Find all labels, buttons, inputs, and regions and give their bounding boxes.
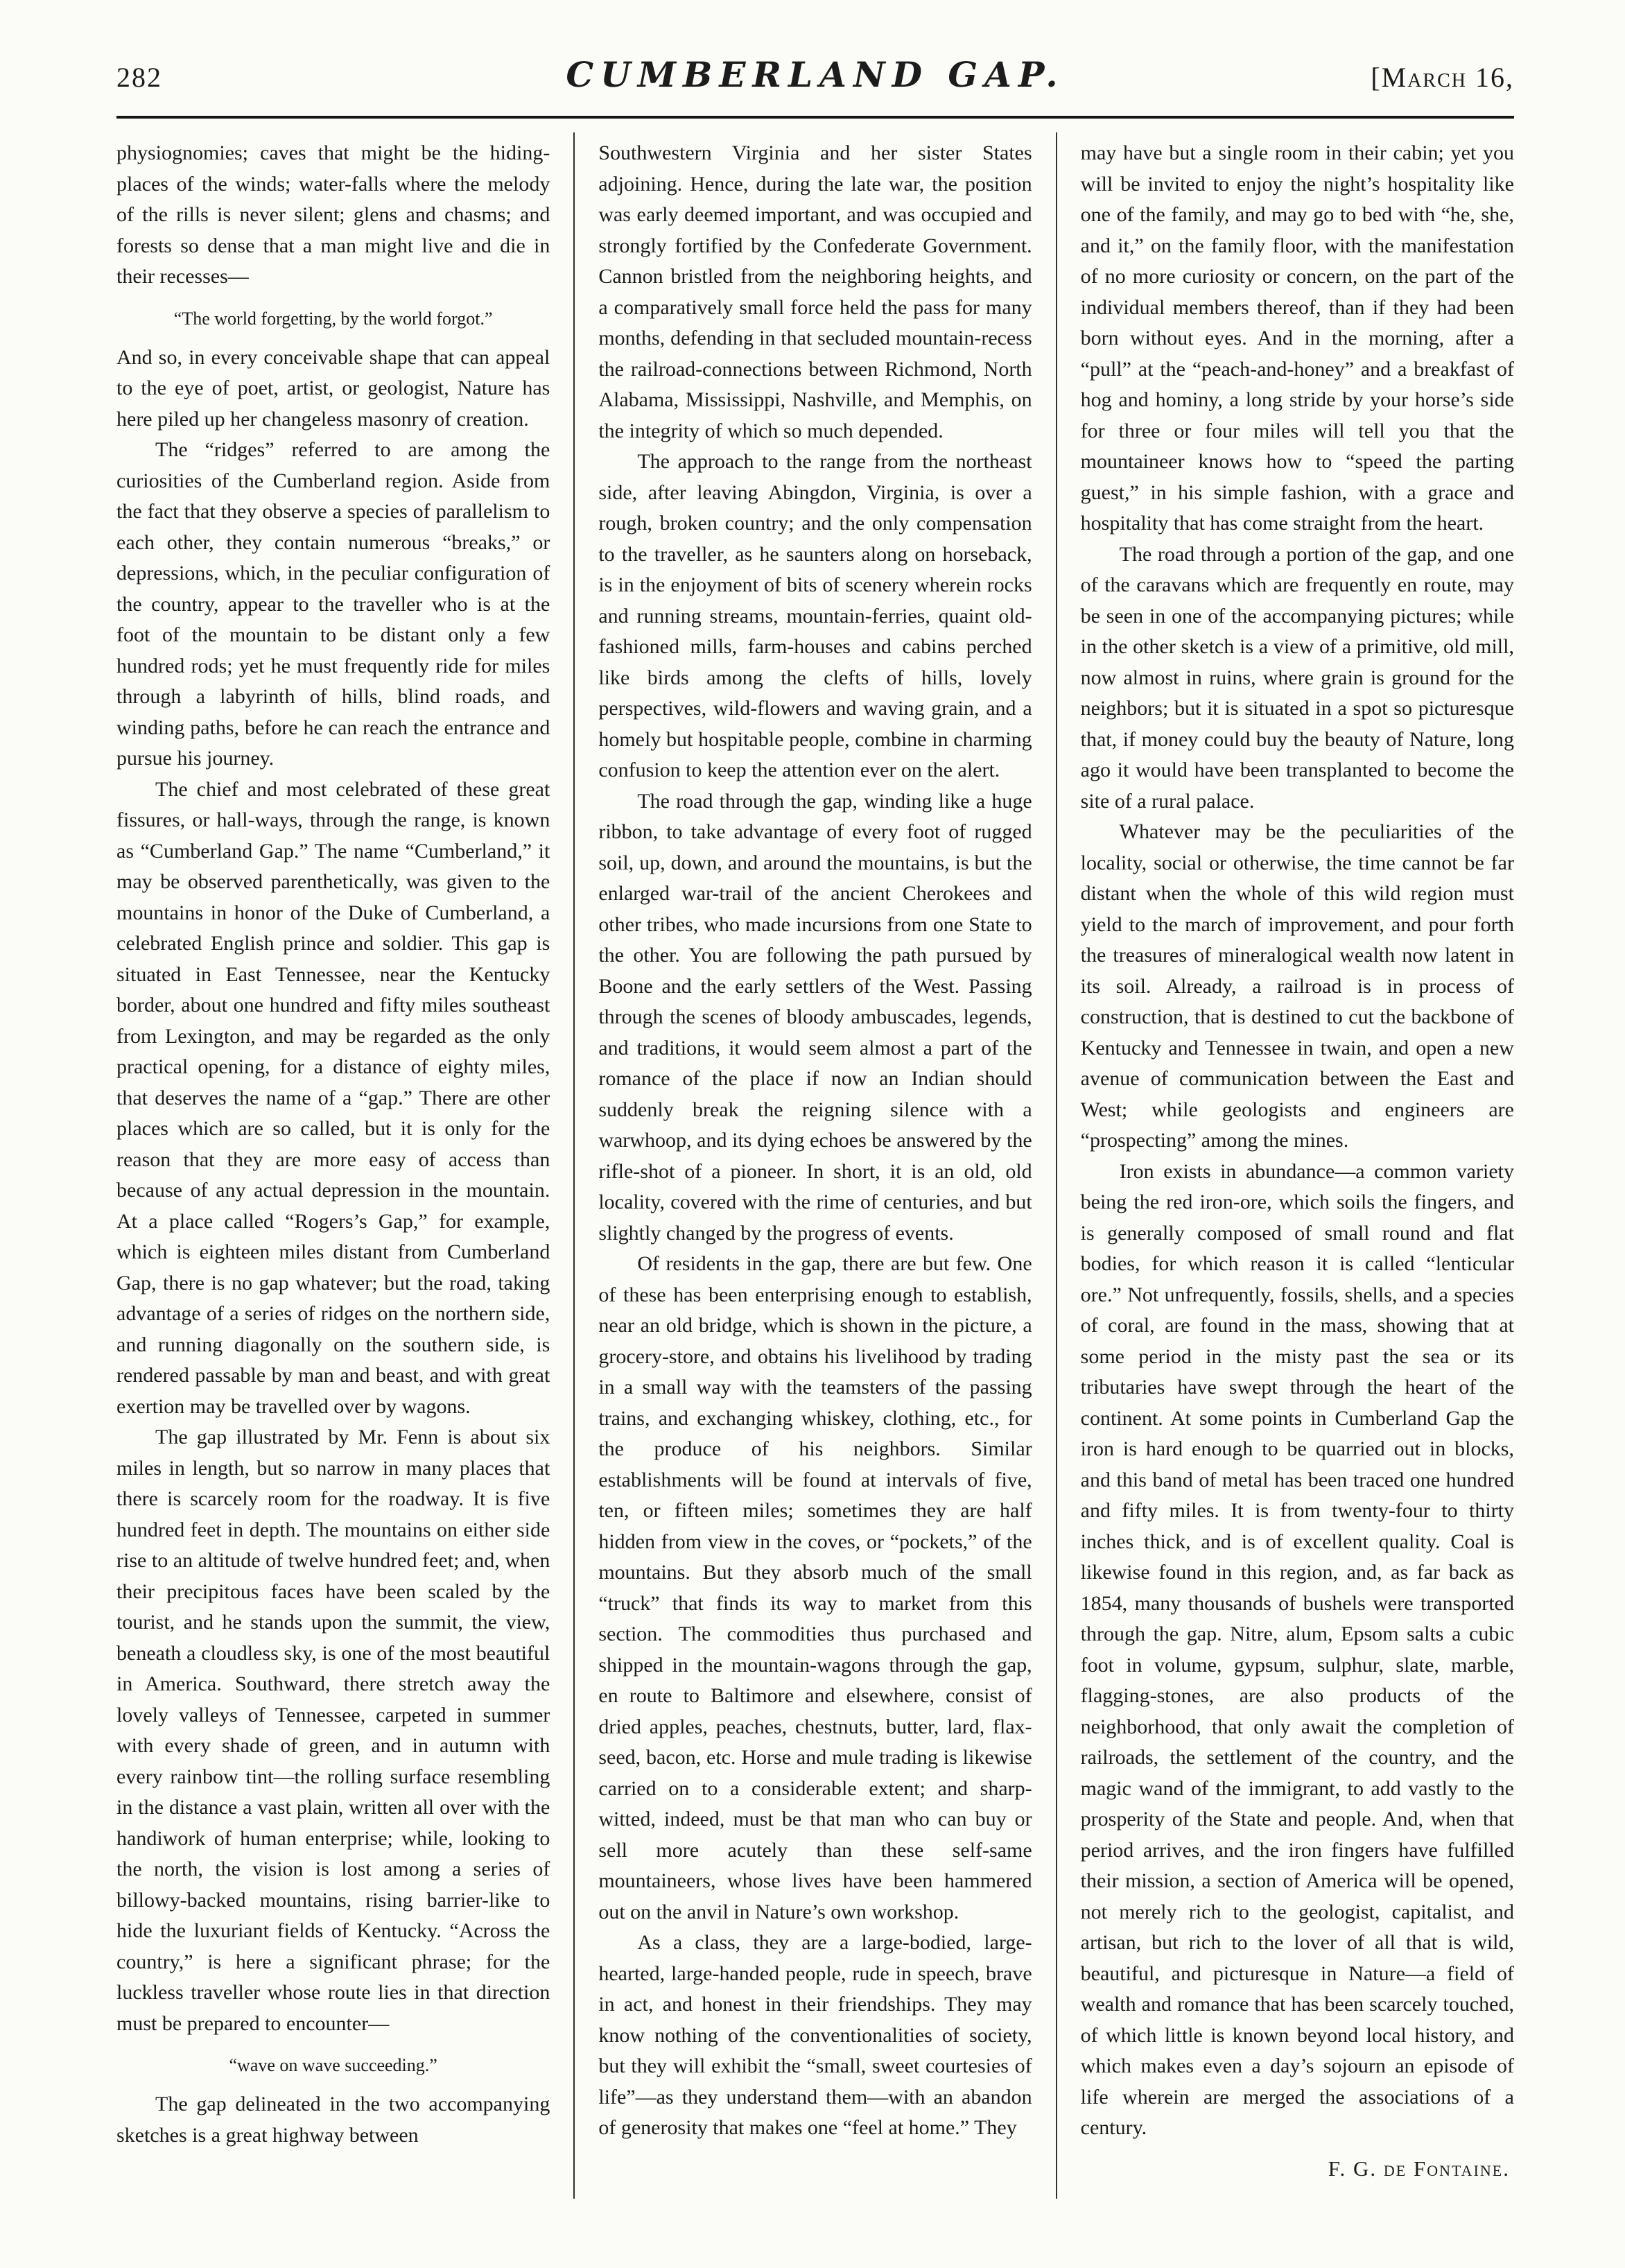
paragraph: The chief and most celebrated of these great fissures, or hall-ways, through the range, is known as “Cumberland Gap.” The name “Cumberland,” it may be observed parenthetically, was given to the mountains in honor of the Duke of Cumberland, a celebrated English prince and soldier. This gap is situated in East Tennessee, near the Kentucky border, about one hundred and fifty miles southeast from Lexington, and may be regarded as the only practical opening, for a distance of eighty miles, that deserves the name of a “gap.” There are other places which are so called, but it is only for the reason that they are more easy of access than because of any actual depression in the mountain. At a place called “Rogers’s Gap,” for example, which is eighteen miles distant from Cumberland Gap, there is no gap whatever; but the road, taking advantage of a series of ridges on the northern side, and running diagonally on the southern side, is rendered passable by man and beast, and with great exertion may be travelled over by wagons. — [116, 777, 550, 1418]
author-signature: F. G. de Fontaine. — [1328, 2156, 1510, 2181]
paragraph: The gap illustrated by Mr. Fenn is about six miles in length, but so narrow in many places that there is scarcely room for the roadway. It is five hundred feet in depth. The mountains on either side rise to an altitude of twelve hundred feet; and, when their precipitous faces have been scaled by the tourist, and he stands upon the summit, the view, beneath a cloudless sky, is one of the most beautiful in America. Southward, there stretch away the lovely valleys of Tennessee, carpeted in summer with every shade of green, and in autumn with every rainbow tint—the rolling surface resembling in the distance a vast plain, written all over with the handiwork of human enterprise; while, looking to the north, the vision is lost among a series of billowy-backed mountains, rising barrier-like to hide the luxuriant fields of Kentucky. “Across the country,” is here a significant phrase; for the luckless traveller whose route lies in that direction must be prepared to encounter— — [116, 1426, 550, 2035]
page-number: 282 — [116, 62, 162, 93]
header-rule — [116, 116, 1514, 119]
paragraph: The “ridges” referred to are among the curiosities of the Cumberland region. Aside from the fact that they observe a species of parallelism to each other, they contain numerous “breaks,” or depressions, which, in the peculiar configuration of the country, appear to the traveller who is at the foot of the mountain to be distant only a few hundred rods; yet he must frequently ride for miles through a labyrinth of hills, blind roads, and winding paths, before he can reach the entrance and pursue his journey. — [116, 438, 550, 770]
column-2 — [573, 132, 1055, 2199]
page-header — [116, 54, 1514, 95]
paragraph: Of residents in the gap, there are but few. One of these has been enterprising enough to establish, near an old bridge, which is shown in the picture, a grocery-store, and obtains his livelihood by trading in a small way with the teamsters of the passing trains, and exchanging whiskey, clothing, etc., for the produce of his neighbors. Similar establishments will be found at intervals of five, ten, or fifteen miles; sometimes they are half hidden from view in the coves, or “pockets,” of the mountains. But they absorb much of the small “truck” that finds its way to market from this section. The commodities thus purchased and shipped in the mountain-wagons through the gap, en route to Baltimore and elsewhere, consist of dried apples, peaches, chestnuts, butter, lard, flax-seed, bacon, etc. Horse and mule trading is likewise carried on to a considerable extent; and sharp-witted, indeed, must be that man who can buy or sell more acutely than these self-same mountaineers, whose lives have been hammered out on the anvil in Nature’s own workshop. — [598, 1252, 1032, 1923]
paragraph: The road through a portion of the gap, and one of the caravans which are frequently en route, may be seen in one of the accompanying pictures; while in the other sketch is a view of a primitive, old mill, now almost in ruins, where grain is ground for the neighbors; but it is situated in a spot so picturesque that, if money could buy the beauty of Nature, long ago it would have been transplanted to become the site of a rural palace. — [1080, 542, 1514, 813]
paragraph: may have but a single room in their cabin; yet you will be invited to enjoy the night’s hospitality like one of the family, and may go to bed with “he, she, and it,” on the family floor, with the manifestation of no more curiosity or concern, on the part of the individual members thereof, than if they had been born without eyes. And in the morning, after a “pull” at the “peach-and-honey” and a breakfast of hog and hominy, a long stride by your horse’s side for three or four miles will tell you that the mountaineer knows how to “speed the parting guest,” in his simple fashion, with a grace and hospitality that has come straight from the heart. — [1080, 141, 1514, 535]
paragraph: Iron exists in abundance—a common variety being the red iron-ore, which soils the fingers, and is generally composed of small round and flat bodies, for which reason it is called “lenticular ore.” Not unfrequently, fossils, shells, and a species of coral, are found in the mass, showing that at some period in the misty past the sea or its tributaries have swept through the heart of the continent. At some points in Cumberland Gap the iron is hard enough to be quarried out in blocks, and this band of metal has been traced one hundred and fifty miles. It is from twenty-four to thirty inches thick, and is of excellent quality. Coal is likewise found in this region, and, as far back as 1854, many thousands of bushels were transported through the gap. Nitre, alum, Epsom salts a cubic foot in volume, gypsum, sulphur, slate, marble, flagging-stones, are also products of the neighborhood, that only await the completion of railroads, the settlement of the country, and the magic wand of the immigrant, to add vastly to the prosperity of the State and people. And, when that period arrives, and the iron fingers have fulfilled their mission, a section of America will be opened, not merely rich to the geologist, capitalist, and artisan, but rich to the lover of all that is wild, beautiful, and picturesque in Nature—a field of wealth and romance that has been scarcely touched, of which little is known beyond local history, and which makes even a day’s sojourn an episode of life wherein are merged the associations of a century. — [1080, 1159, 1514, 2139]
paragraph: physiognomies; caves that might be the hiding-places of the winds; water-falls where the melody of the rills is never silent; glens and chasms; and forests so dense that a man might live and die in their recesses— — [116, 141, 550, 288]
column-3 — [1056, 132, 1514, 2199]
verse-quote: “wave on wave succeeding.” — [229, 2055, 437, 2075]
issue-date: [March 16, — [1371, 62, 1514, 93]
paragraph: And so, in every conceivable shape that can appeal to the eye of poet, artist, or geologist, Nature has here piled up her changeless masonry of creation. — [116, 345, 550, 431]
paragraph: The approach to the range from the northeast side, after leaving Abingdon, Virginia, is over a rough, broken country; and the only compensation to the traveller, as he saunters along on horseback, is in the enjoyment of bits of scenery wherein rocks and running streams, mountain-ferries, quaint old-fashioned mills, farm-houses and cabins perched like birds among the clefts of hills, lovely perspectives, wild-flowers and waving grain, and a homely but hospitable people, combine in charming confusion to keep the attention ever on the alert. — [598, 450, 1032, 781]
text-columns — [116, 132, 1514, 2199]
paragraph: Southwestern Virginia and her sister States adjoining. Hence, during the late war, the position was early deemed important, and was occupied and strongly fortified by the Confederate Government. Cannon bristled from the neighboring heights, and a comparatively small force held the pass for many months, defending in that secluded mountain-recess the railroad-connections between Richmond, North Alabama, Mississippi, Nashville, and Memphis, on the integrity of which so much depended. — [598, 141, 1032, 442]
paragraph: Whatever may be the peculiarities of the locality, social or otherwise, the time cannot be far distant when the whole of this wild region must yield to the march of improvement, and pour forth the treasures of mineralogical wealth now latent in its soil. Already, a railroad is in process of construction, that is destined to cut the backbone of Kentucky and Tennessee in twain, and open a new avenue of communication between the East and West; while geologists and engineers are “prospecting” among the mines. — [1080, 820, 1514, 1152]
paragraph: The road through the gap, winding like a huge ribbon, to take advantage of every foot of rugged soil, up, down, and around the mountains, is but the enlarged war-trail of the ancient Cherokees and other tribes, who made incursions from one State to the other. You are following the path pursued by Boone and the early settlers of the West. Passing through the scenes of bloody ambuscades, legends, and traditions, it would seem almost a part of the romance of the place if now an Indian should suddenly break the reigning silence with a warwhoop, and its dying echoes be answered by the rifle-shot of a pioneer. In short, it is an old, old locality, covered with the rime of centuries, and but slightly changed by the progress of events. — [598, 789, 1032, 1245]
column-1 — [116, 132, 573, 2199]
article-title: CUMBERLAND GAP. — [566, 54, 1065, 95]
paragraph: As a class, they are a large-bodied, large-hearted, large-handed people, rude in speech, brave in act, and honest in their friendships. They may know nothing of the conventionalities of society, but they will exhibit the “small, sweet courtesies of life”—as they understand them—with an abandon of generosity that makes one “feel at home.” They — [598, 1931, 1032, 2139]
paragraph: The gap delineated in the two accompanying sketches is a great highway between — [116, 2093, 550, 2147]
verse-quote: “The world forgetting, by the world forgot.” — [173, 308, 493, 329]
